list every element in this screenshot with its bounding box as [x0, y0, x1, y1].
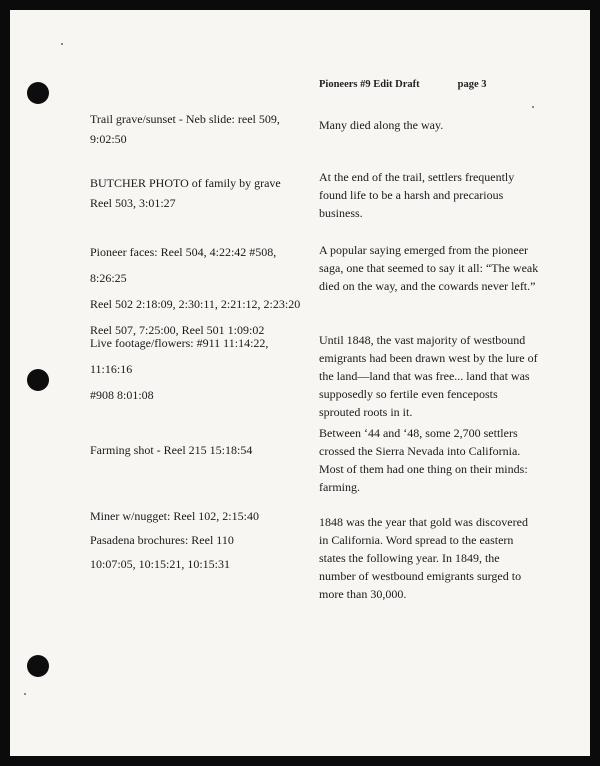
- shot-line: Pioneer faces: Reel 504, 4:22:42 #508, 8:26:25: [90, 245, 277, 285]
- paper-speck: [532, 106, 534, 108]
- narration-text: A popular saying emerged from the pioneer saga, one that seemed to say it all: “The weak died on the way, and the cowards never left.”: [319, 243, 539, 293]
- shot-line: Reel 507, 7:25:00, Reel 501 1:09:02: [90, 323, 265, 337]
- page-number: page 3: [457, 79, 487, 90]
- shot-note: [90, 330, 312, 408]
- paper-speck: [61, 43, 63, 45]
- punch-hole: [27, 82, 49, 104]
- shot-line: Live footage/flowers: #911 11:14:22, 11:16:16: [90, 336, 269, 376]
- shot-line: BUTCHER PHOTO of family by grave: [90, 176, 281, 190]
- narration-text: 1848 was the year that gold was discovered in California. Word spread to the eastern states the following year. In 1849, the number of westbound emigrants surged to more than 30,000.: [319, 515, 528, 601]
- punch-hole: [27, 655, 49, 677]
- shot-note: [90, 504, 312, 576]
- narration-text: Between ‘44 and ‘48, some 2,700 settlers crossed the Sierra Nevada into California. Most of them had one thing on their minds: farming.: [319, 426, 528, 494]
- shot-line: Pasadena brochures: Reel 110: [90, 533, 234, 547]
- shot-line: Reel 502 2:18:09, 2:30:11, 2:21:12, 2:23:20: [90, 297, 301, 311]
- narration-text: Many died along the way.: [319, 118, 444, 132]
- narration-text: Until 1848, the vast majority of westbound emigrants had been drawn west by the lure of the land—land that was free... land that was supposedly so fertile even fenceposts sprouted roots in it.: [319, 333, 538, 419]
- shot-line: Miner w/nugget: Reel 102, 2:15:40: [90, 509, 259, 523]
- punch-hole: [27, 369, 49, 391]
- shot-line: 10:07:05, 10:15:21, 10:15:31: [90, 557, 231, 571]
- shot-note: [90, 440, 312, 460]
- shot-line: Reel 503, 3:01:27: [90, 196, 176, 210]
- paper-speck: [24, 693, 26, 695]
- shot-note: [90, 239, 312, 343]
- document-title: Pioneers #9 Edit Draft: [319, 79, 420, 90]
- shot-line: Farming shot - Reel 215 15:18:54: [90, 443, 253, 457]
- shot-note: [90, 109, 312, 149]
- narration-text: At the end of the trail, settlers frequently found life to be a harsh and precarious business.: [319, 170, 515, 220]
- page-header: [319, 79, 486, 90]
- shot-line: Trail grave/sunset - Neb slide: reel 509, 9:02:50: [90, 112, 280, 146]
- shot-line: #908 8:01:08: [90, 388, 154, 402]
- shot-note: [90, 173, 312, 213]
